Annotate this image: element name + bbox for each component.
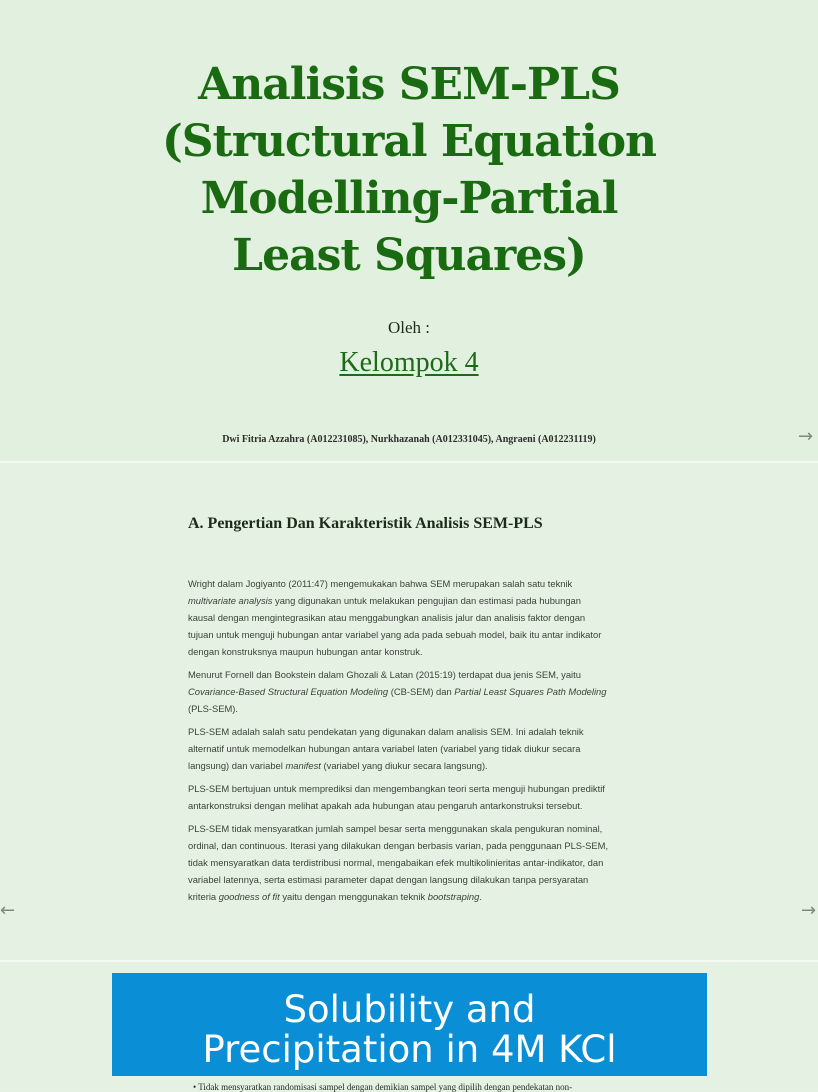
- paragraph-3: [188, 723, 610, 774]
- authors-list: Dwi Fitria Azzahra (A012231085), Nurkhazanah (A012331045), Angraeni (A012231119): [222, 434, 596, 445]
- group-name-text: Kelompok 4: [339, 347, 479, 378]
- next-slide-arrow-icon[interactable]: →: [798, 426, 814, 447]
- title-line-3: Modelling-Partial: [200, 173, 618, 224]
- group-name: [0, 347, 818, 379]
- text-run-italic: multivariate analysis: [188, 595, 273, 606]
- next-slide-arrow-icon[interactable]: →: [801, 900, 817, 921]
- text-run-italic: manifest: [285, 760, 321, 771]
- text-run-italic: bootstraping: [427, 891, 480, 902]
- banner-title: [112, 990, 707, 1070]
- title-line-1: Analisis SEM-PLS: [198, 59, 620, 110]
- paragraph-5: [188, 820, 610, 905]
- text-run: yaitu dengan menggunakan teknik: [279, 891, 428, 902]
- banner-line-1: Solubility and: [283, 988, 536, 1031]
- section-heading: A. Pengertian Dan Karakteristik Analisis SEM-PLS: [188, 515, 543, 532]
- text-run: .: [479, 891, 482, 902]
- presentation-title: [0, 56, 818, 284]
- text-run: Wright dalam Jogiyanto (2011:47) mengemukakan bahwa SEM merupakan salah satu teknik: [188, 578, 573, 589]
- text-run: Menurut Fornell dan Bookstein dalam Ghozali & Latan (2015:19) terdapat dua jenis SEM, yaitu: [188, 669, 581, 680]
- slide-3-bullet-text: • Tidak mensyaratkan randomisasi sampel dengan demikian sampel yang dipilih dengan pendekatan non-: [193, 1082, 573, 1092]
- text-run: (PLS-SEM).: [188, 703, 239, 714]
- text-run: yang digunakan untuk melakukan pengujian dan estimasi pada hubungan kausal dengan mengintegrasikan atau menggabungkan analisis jalur dan analisis faktor dengan tujuan untuk menguji hubungan antar variabel yang ada pada sebuah model, baik itu antar indikator dengan konstruksnya maupun hubungan antar konstruk.: [188, 595, 602, 657]
- text-run-italic: Partial Least Squares Path Modeling: [454, 686, 607, 697]
- text-run-italic: goodness of fit: [218, 891, 280, 902]
- slide-1-title: [0, 0, 818, 461]
- paragraph-1: [188, 575, 610, 660]
- overlay-banner: [112, 973, 707, 1076]
- text-run: PLS-SEM adalah salah satu pendekatan yang digunakan dalam analisis SEM. Ini adalah teknik alternatif untuk memodelkan hubungan antara variabel laten (variabel yang tidak diukur secara langsung) dan variabel: [188, 726, 584, 771]
- slide-body: [188, 575, 610, 911]
- title-line-4: Least Squares): [232, 230, 586, 281]
- text-run-italic: Covariance-Based Structural Equation Modeling: [188, 686, 389, 697]
- text-run: (CB-SEM) dan: [388, 686, 455, 697]
- banner-line-2: Precipitation in 4M KCl: [202, 1028, 617, 1071]
- text-run: PLS-SEM tidak mensyaratkan jumlah sampel besar serta menggunakan skala pengukuran nominal, ordinal, dan continuous. Iterasi yang dilakukan dengan berbasis varian, pada penggunaan PLS-SEM, tidak mensyaratkan data terdistribusi normal, mengabaikan efek multikolinieritas antar-indikator, dan variabel latennya, serta estimasi parameter dapat dengan langsung dilakukan tanpa persyaratan kriteria: [188, 823, 609, 902]
- prev-slide-arrow-icon[interactable]: ←: [0, 900, 16, 921]
- by-label: Oleh :: [387, 318, 431, 337]
- text-run: (variabel yang diukur secara langsung).: [320, 760, 488, 771]
- paragraph-4: PLS-SEM bertujuan untuk memprediksi dan mengembangkan teori serta menguji hubungan prediktif antarkonstruksi dengan melihat apakah ada hubungan atau pengaruh antarkonstruksi tersebut.: [188, 783, 605, 811]
- title-line-2: (Structural Equation: [161, 116, 657, 167]
- paragraph-2: [188, 666, 610, 717]
